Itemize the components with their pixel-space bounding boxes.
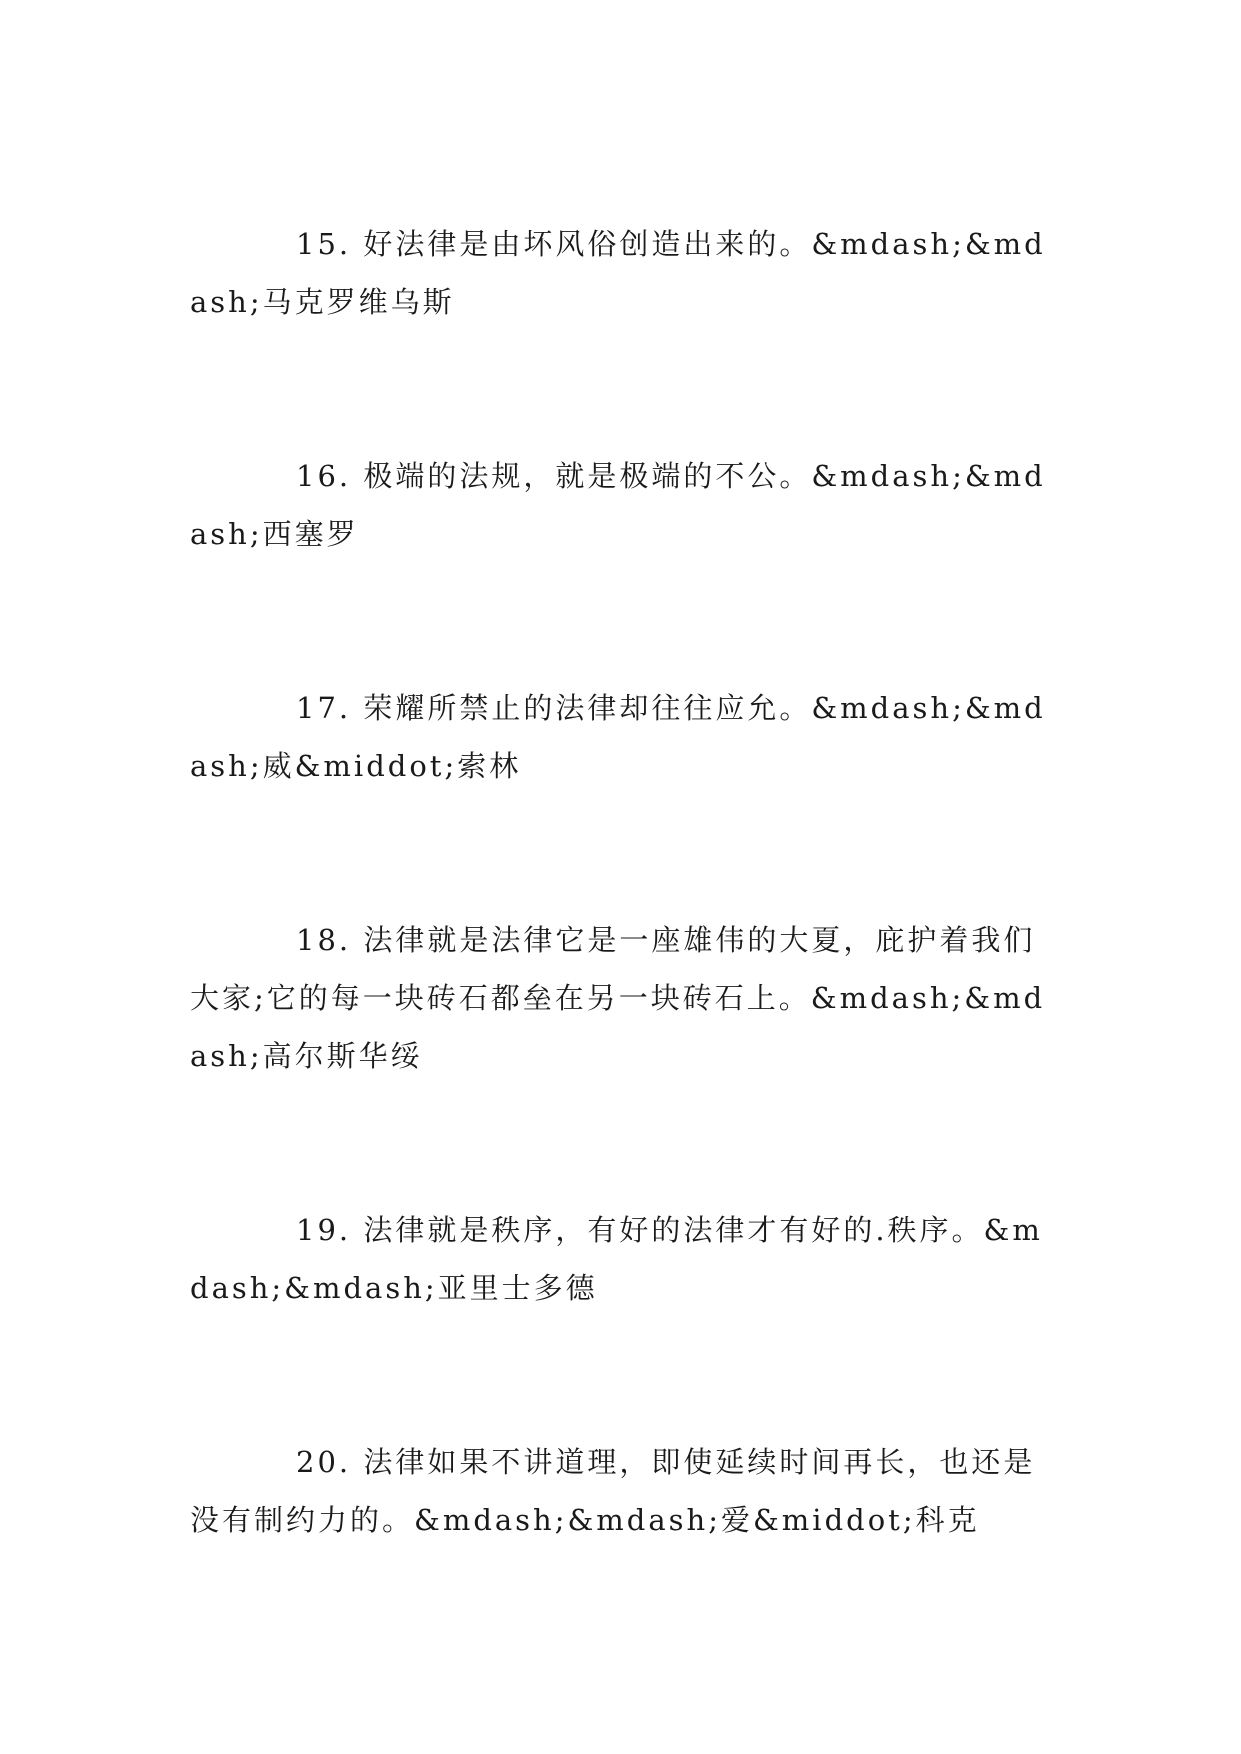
quote-paragraph: 15. 好法律是由坏风俗创造出来的。&mdash;&mdash;马克罗维乌斯 bbox=[190, 227, 1046, 319]
quote-paragraph: 17. 荣耀所禁止的法律却往往应允。&mdash;&mdash;威&middot;索林 bbox=[190, 691, 1046, 783]
quote-paragraph: 16. 极端的法规，就是极端的不公。&mdash;&mdash;西塞罗 bbox=[190, 459, 1046, 551]
quote-paragraph: 19. 法律就是秩序，有好的法律才有好的.秩序。&mdash;&mdash;亚里士多德 bbox=[190, 1213, 1043, 1305]
quote-paragraph: 20. 法律如果不讲道理，即使延续时间再长，也还是没有制约力的。&mdash;&mdash;爱&middot;科克 bbox=[190, 1445, 1036, 1537]
quote-paragraph: 18. 法律就是法律它是一座雄伟的大夏，庇护着我们大家;它的每一块砖石都垒在另一块砖石上。&mdash;&mdash;高尔斯华绥 bbox=[190, 923, 1046, 1073]
